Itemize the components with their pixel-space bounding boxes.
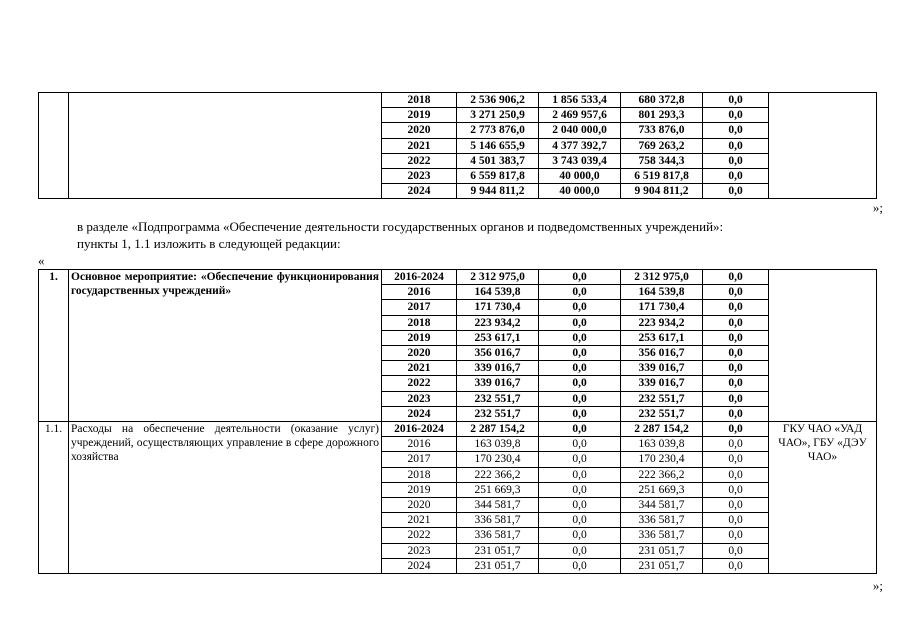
value-cell: 336 581,7 xyxy=(621,513,703,528)
value-cell: 2 536 906,2 xyxy=(457,93,539,108)
value-cell: 2024 xyxy=(382,558,457,573)
value-cell: 0,0 xyxy=(703,361,769,376)
num-cell xyxy=(39,93,69,199)
value-cell: 0,0 xyxy=(703,93,769,108)
value-cell: 2019 xyxy=(382,108,457,123)
value-cell: 253 617,1 xyxy=(457,330,539,345)
value-cell: 171 730,4 xyxy=(621,300,703,315)
value-cell: 0,0 xyxy=(703,422,769,437)
value-cell: 2 312 975,0 xyxy=(457,270,539,285)
value-cell: 0,0 xyxy=(703,543,769,558)
value-cell: 0,0 xyxy=(539,391,621,406)
value-cell: 0,0 xyxy=(539,315,621,330)
value-cell: 2021 xyxy=(382,361,457,376)
value-cell: 2 469 957,6 xyxy=(539,108,621,123)
value-cell: 680 372,8 xyxy=(621,93,703,108)
value-cell: 232 551,7 xyxy=(621,391,703,406)
item-name: Расходы на обеспечение деятельности (оказание услуг) учреждений, осуществляющих управление в сфере дорожного хозяйства xyxy=(69,422,382,574)
value-cell: 0,0 xyxy=(539,346,621,361)
value-cell: 0,0 xyxy=(703,437,769,452)
opening-quote: « xyxy=(38,253,45,268)
value-cell: 339 016,7 xyxy=(621,361,703,376)
value-cell: 5 146 655,9 xyxy=(457,138,539,153)
value-cell: 344 581,7 xyxy=(457,498,539,513)
value-cell: 0,0 xyxy=(539,528,621,543)
value-cell: 0,0 xyxy=(539,452,621,467)
value-cell: 253 617,1 xyxy=(621,330,703,345)
value-cell: 0,0 xyxy=(703,528,769,543)
value-cell: 2023 xyxy=(382,391,457,406)
value-cell: 232 551,7 xyxy=(457,391,539,406)
value-cell: 336 581,7 xyxy=(457,513,539,528)
item-number: 1.1. xyxy=(39,422,69,574)
value-cell: 0,0 xyxy=(703,558,769,573)
value-cell: 9 904 811,2 xyxy=(621,184,703,199)
value-cell: 2016 xyxy=(382,437,457,452)
value-cell: 339 016,7 xyxy=(457,376,539,391)
value-cell: 339 016,7 xyxy=(621,376,703,391)
value-cell: 0,0 xyxy=(703,184,769,199)
paragraph-items: пункты 1, 1.1 изложить в следующей редакции: xyxy=(77,236,341,251)
value-cell: 3 743 039,4 xyxy=(539,153,621,168)
value-cell: 163 039,8 xyxy=(621,437,703,452)
value-cell: 0,0 xyxy=(703,513,769,528)
value-cell: 0,0 xyxy=(703,330,769,345)
value-cell: 0,0 xyxy=(703,169,769,184)
value-cell: 0,0 xyxy=(539,300,621,315)
value-cell: 2019 xyxy=(382,330,457,345)
value-cell: 2021 xyxy=(382,513,457,528)
value-cell: 4 377 392,7 xyxy=(539,138,621,153)
value-cell: 40 000,0 xyxy=(539,169,621,184)
value-cell: 0,0 xyxy=(539,498,621,513)
value-cell: 232 551,7 xyxy=(457,406,539,421)
value-cell: 0,0 xyxy=(703,498,769,513)
value-cell: 0,0 xyxy=(539,361,621,376)
value-cell: 2024 xyxy=(382,406,457,421)
value-cell: 0,0 xyxy=(703,315,769,330)
value-cell: 231 051,7 xyxy=(621,543,703,558)
value-cell: 1 856 533,4 xyxy=(539,93,621,108)
value-cell: 0,0 xyxy=(539,482,621,497)
value-cell: 0,0 xyxy=(703,452,769,467)
value-cell: 231 051,7 xyxy=(457,558,539,573)
value-cell: 251 669,3 xyxy=(457,482,539,497)
value-cell: 0,0 xyxy=(539,558,621,573)
value-cell: 0,0 xyxy=(703,346,769,361)
value-cell: 0,0 xyxy=(539,285,621,300)
value-cell: 0,0 xyxy=(703,108,769,123)
executor-cell xyxy=(769,270,877,422)
value-cell: 0,0 xyxy=(539,543,621,558)
value-cell: 170 230,4 xyxy=(457,452,539,467)
value-cell: 4 501 383,7 xyxy=(457,153,539,168)
value-cell: 0,0 xyxy=(703,123,769,138)
value-cell: 356 016,7 xyxy=(457,346,539,361)
table-row xyxy=(39,93,877,108)
value-cell: 2 040 000,0 xyxy=(539,123,621,138)
value-cell: 0,0 xyxy=(703,467,769,482)
table-row xyxy=(39,422,877,437)
value-cell: 2023 xyxy=(382,543,457,558)
value-cell: 163 039,8 xyxy=(457,437,539,452)
value-cell: 2020 xyxy=(382,498,457,513)
closing-quote-2: »; xyxy=(872,578,883,593)
value-cell: 2 312 975,0 xyxy=(621,270,703,285)
closing-quote: »; xyxy=(872,200,883,215)
value-cell: 336 581,7 xyxy=(621,528,703,543)
value-cell: 0,0 xyxy=(703,270,769,285)
value-cell: 2019 xyxy=(382,482,457,497)
value-cell: 2016 xyxy=(382,285,457,300)
value-cell: 0,0 xyxy=(703,376,769,391)
value-cell: 758 344,3 xyxy=(621,153,703,168)
value-cell: 0,0 xyxy=(703,285,769,300)
value-cell: 2018 xyxy=(382,315,457,330)
value-cell: 0,0 xyxy=(703,300,769,315)
value-cell: 2022 xyxy=(382,528,457,543)
value-cell: 164 539,8 xyxy=(457,285,539,300)
paragraph-section: в разделе «Подпрограмма «Обеспечение деятельности государственных органов и подведомственных учреждений»: xyxy=(77,219,724,234)
value-cell: 0,0 xyxy=(703,138,769,153)
value-cell: 2016-2024 xyxy=(382,422,457,437)
value-cell: 0,0 xyxy=(539,406,621,421)
value-cell: 6 559 817,8 xyxy=(457,169,539,184)
value-cell: 0,0 xyxy=(703,482,769,497)
value-cell: 2 287 154,2 xyxy=(457,422,539,437)
value-cell: 9 944 811,2 xyxy=(457,184,539,199)
value-cell: 0,0 xyxy=(703,406,769,421)
value-cell: 2016-2024 xyxy=(382,270,457,285)
value-cell: 2017 xyxy=(382,452,457,467)
value-cell: 2022 xyxy=(382,153,457,168)
value-cell: 0,0 xyxy=(703,391,769,406)
name-cell xyxy=(69,93,382,199)
value-cell: 2 287 154,2 xyxy=(621,422,703,437)
value-cell: 0,0 xyxy=(539,422,621,437)
value-cell: 6 519 817,8 xyxy=(621,169,703,184)
value-cell: 336 581,7 xyxy=(457,528,539,543)
value-cell: 0,0 xyxy=(539,376,621,391)
value-cell: 0,0 xyxy=(539,330,621,345)
value-cell: 2017 xyxy=(382,300,457,315)
executor-cell xyxy=(769,93,877,199)
value-cell: 339 016,7 xyxy=(457,361,539,376)
value-cell: 0,0 xyxy=(539,437,621,452)
value-cell: 0,0 xyxy=(703,153,769,168)
executor-cell: ГКУ ЧАО «УАД ЧАО», ГБУ «ДЭУ ЧАО» xyxy=(769,422,877,574)
value-cell: 2023 xyxy=(382,169,457,184)
item-name: Основное мероприятие: «Обеспечение функционирования государственных учреждений» xyxy=(69,270,382,422)
value-cell: 2018 xyxy=(382,93,457,108)
value-cell: 733 876,0 xyxy=(621,123,703,138)
value-cell: 231 051,7 xyxy=(457,543,539,558)
value-cell: 0,0 xyxy=(539,513,621,528)
value-cell: 356 016,7 xyxy=(621,346,703,361)
value-cell: 222 366,2 xyxy=(621,467,703,482)
value-cell: 2 773 876,0 xyxy=(457,123,539,138)
value-cell: 170 230,4 xyxy=(621,452,703,467)
value-cell: 0,0 xyxy=(539,467,621,482)
value-cell: 801 293,3 xyxy=(621,108,703,123)
value-cell: 344 581,7 xyxy=(621,498,703,513)
value-cell: 251 669,3 xyxy=(621,482,703,497)
value-cell: 2018 xyxy=(382,467,457,482)
value-cell: 231 051,7 xyxy=(621,558,703,573)
budget-table-subprogram xyxy=(38,269,877,574)
item-number: 1. xyxy=(39,270,69,422)
budget-table-continuation xyxy=(38,92,877,199)
value-cell: 171 730,4 xyxy=(457,300,539,315)
value-cell: 223 934,2 xyxy=(457,315,539,330)
value-cell: 40 000,0 xyxy=(539,184,621,199)
value-cell: 222 366,2 xyxy=(457,467,539,482)
value-cell: 2022 xyxy=(382,376,457,391)
table-row xyxy=(39,270,877,285)
value-cell: 2020 xyxy=(382,346,457,361)
value-cell: 3 271 250,9 xyxy=(457,108,539,123)
value-cell: 769 263,2 xyxy=(621,138,703,153)
value-cell: 2024 xyxy=(382,184,457,199)
value-cell: 164 539,8 xyxy=(621,285,703,300)
value-cell: 2020 xyxy=(382,123,457,138)
value-cell: 0,0 xyxy=(539,270,621,285)
value-cell: 232 551,7 xyxy=(621,406,703,421)
value-cell: 223 934,2 xyxy=(621,315,703,330)
value-cell: 2021 xyxy=(382,138,457,153)
